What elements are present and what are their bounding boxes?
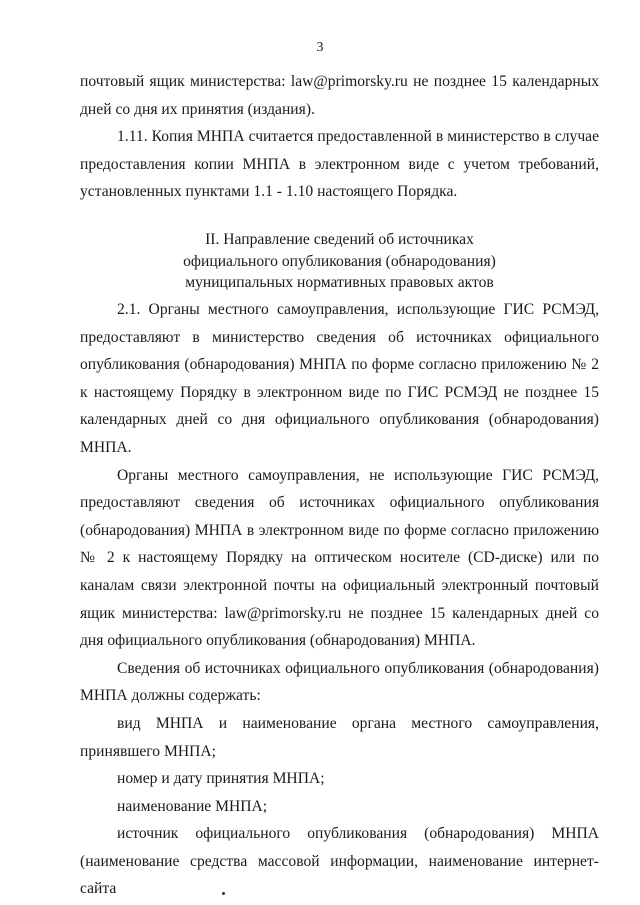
paragraph: 2.1. Органы местного самоуправления, использующие ГИС РСМЭД, предоставляют в министерство сведения об источниках официального опубликования (обнародования) МНПА по форме согласно приложению № 2 к настоящему Порядку в электронном виде по ГИС РСМЭД не позднее 15 календарных дней со дня официального опубликования (обнародования) МНПА. (80, 301, 599, 456)
scan-artifact-dot (222, 892, 225, 895)
paragraph: 1.11. Копия МНПА считается предоставленной в министерство в случае предоставления копии МНПА в электронном виде с учетом требований, установленных пунктами 1.1 - 1.10 настоящего Порядка. (80, 128, 599, 201)
paragraph: номер и дату принятия МНПА; (117, 770, 325, 788)
page-number: 3 (316, 40, 324, 55)
heading-line: муниципальных нормативных правовых актов (185, 274, 494, 291)
paragraph: Сведения об источниках официального опубликования (обнародования) МНПА должны содержать: (80, 659, 599, 705)
text-block-section-2 (80, 296, 599, 903)
text-block-intro (80, 68, 599, 206)
paragraph: вид МНПА и наименование органа местного самоуправления, принявшего МНПА; (80, 714, 599, 760)
paragraph: почтовый ящик министерства: law@primorsky.ru не позднее 15 календарных дней со дня их принятия (издания). (80, 73, 599, 118)
paragraph: наименование МНПА; (117, 797, 268, 815)
paragraph: источник официального опубликования (обнародования) МНПА (наименование средства массовой информации, наименование интернет-сайта (80, 825, 599, 898)
paragraph: Органы местного самоуправления, не использующие ГИС РСМЭД, предоставляют сведения об источниках официального опубликования (обнародования) МНПА в электронном виде по форме согласно приложению № 2 к настоящему Порядку на оптическом носителе (CD-диске) или по каналам связи электронной почты на официальный электронный почтовый ящик министерства: law@primorsky.ru не позднее 15 календарных дней со дня официального опубликования (обнародования) МНПА. (80, 466, 599, 650)
heading-line: II. Направление сведений об источниках (205, 231, 474, 248)
heading-line: официального опубликования (обнародования) (183, 252, 496, 270)
section-heading (80, 229, 599, 294)
